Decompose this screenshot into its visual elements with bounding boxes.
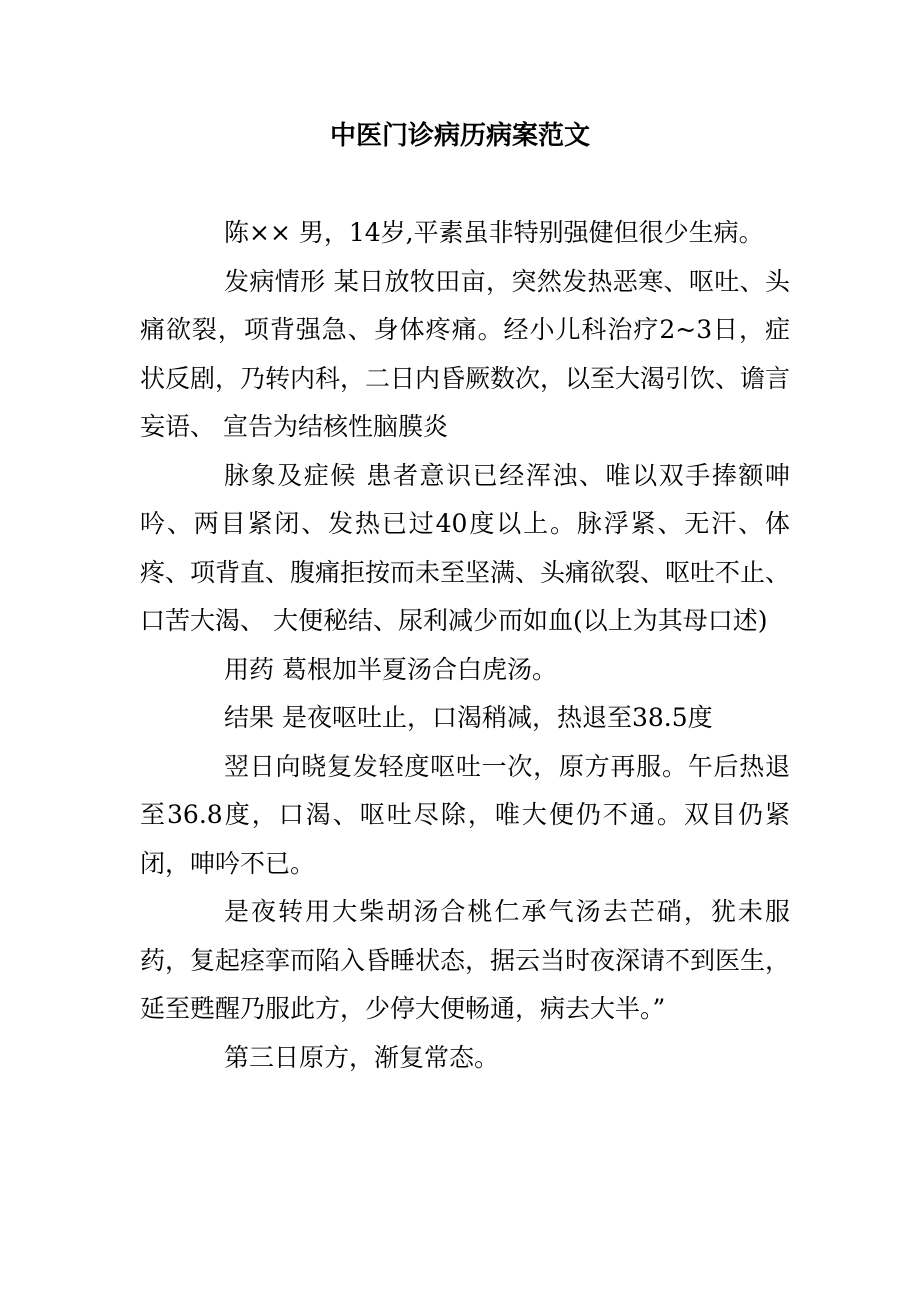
document-title: 中医门诊病历病案范文	[329, 121, 590, 151]
paragraph-medication: 用药 葛根加半夏汤合白虎汤。	[224, 654, 557, 684]
paragraph-next-day: 翌日向晓复发轻度呕吐一次，原方再服。午后热退至36.8度，口渴、呕吐尽除，唯大便仍不通。双目仍紧闭，呻吟不已。	[140, 751, 790, 878]
paragraph-night-treatment: 是夜转用大柴胡汤合桃仁承气汤去芒硝，犹未服药，复起痉挛而陷入昏睡状态，据云当时夜深请不到医生，延至甦醒乃服此方，少停大便畅通，病去大半。”	[140, 897, 791, 1023]
paragraph-third-day: 第三日原方，渐复常态。	[224, 1042, 500, 1072]
paragraph-onset: 发病情形 某日放牧田亩，突然发热恶寒、呕吐、头痛欲裂，项背强急、身体疼痛。经小儿科治疗2~3日，症状反剧，乃转内科，二日内昏厥数次，以至大渴引饮、谵言妄语、 宣告为结核性脑膜炎	[140, 266, 791, 441]
paragraph-patient-info: 陈×× 男，14岁,平素虽非特别强健但很少生病。	[224, 218, 764, 247]
paragraph-result: 结果 是夜呕吐止，口渴稍减，热退至38.5度	[224, 703, 713, 732]
paragraph-pulse-symptoms: 脉象及症候 患者意识已经浑浊、唯以双手捧额呻吟、两目紧闭、发热已过40度以上。脉浮紧、无汗、体疼、项背直、腹痛拒按而未至坚满、头痛欲裂、呕吐不止、口苦大渴、 大便秘结、尿利减少而如血(以上为其母口述)	[140, 460, 791, 635]
document-body	[140, 209, 790, 1082]
